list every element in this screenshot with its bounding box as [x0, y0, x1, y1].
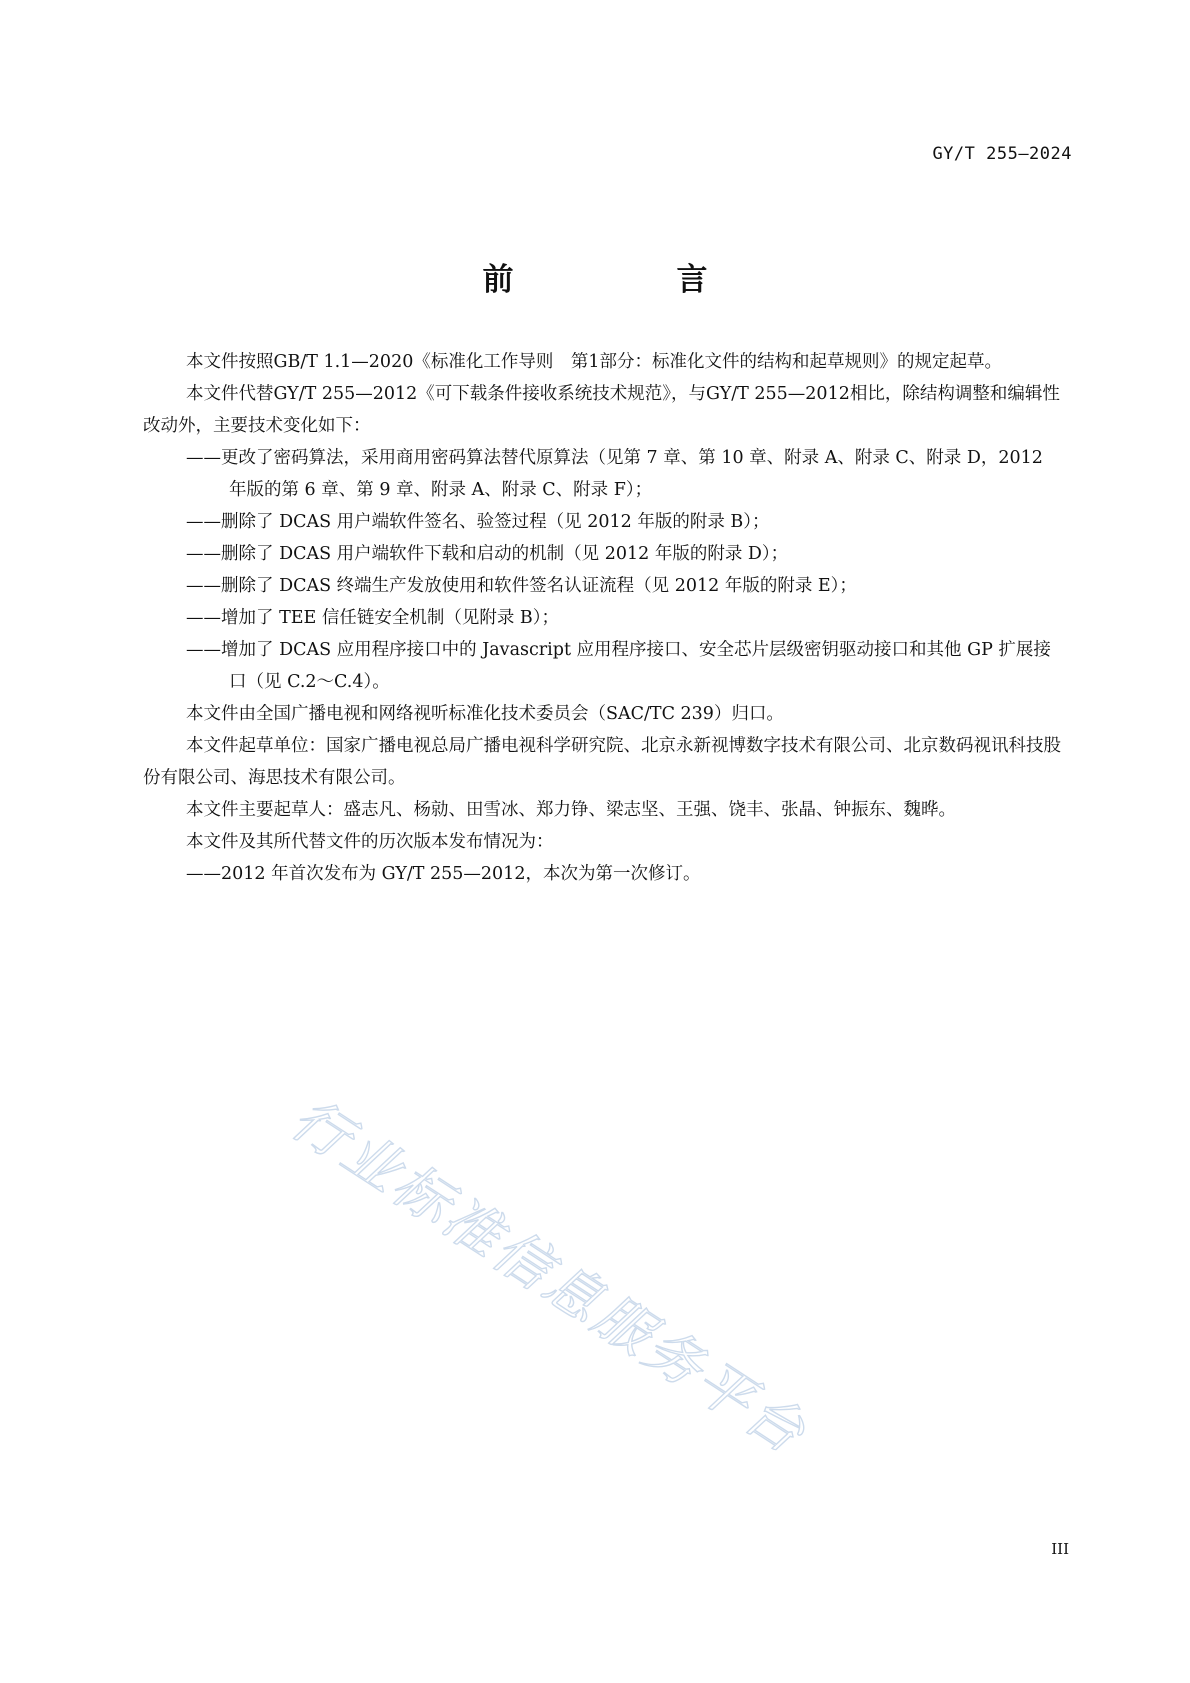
change-item: ——删除了 DCAS 终端生产发放使用和软件签名认证流程（见 2012 年版的附录 E）； — [186, 576, 857, 596]
change-item: ——更改了密码算法，采用商用密码算法替代原算法（见第 7 章、第 10 章、附录 A、附录 C、附录 D，2012 年版的第 6 章、第 9 章、附录 A、附录 C、附录 F）； — [186, 448, 1043, 500]
change-item: ——增加了 DCAS 应用程序接口中的 Javascript 应用程序接口、安全芯片层级密钥驱动接口和其他 GP 扩展接口（见 C.2～C.4）。 — [186, 640, 1051, 692]
paragraph-committee: 本文件由全国广播电视和网络视听标准化技术委员会（SAC/TC 239）归口。 — [186, 704, 784, 724]
history-item: ——2012 年首次发布为 GY/T 255—2012，本次为第一次修订。 — [186, 864, 701, 884]
foreword-body — [143, 346, 1065, 890]
paragraph-drafters: 本文件主要起草人：盛志凡、杨勍、田雪冰、郑力铮、梁志坚、王强、饶丰、张晶、钟振东、魏晔。 — [186, 800, 956, 820]
paragraph-drafting-rule: 本文件按照GB/T 1.1—2020《标准化工作导则 第1部分：标准化文件的结构和起草规则》的规定起草。 — [186, 352, 1002, 372]
page-title: 前 言 — [482, 262, 774, 298]
standard-code: GY/T 255—2024 — [932, 144, 1072, 164]
change-item: ——增加了 TEE 信任链安全机制（见附录 B）； — [186, 608, 560, 628]
watermark: 行业标准信息服务平台 — [279, 1086, 819, 1468]
paragraph-history: 本文件及其所代替文件的历次版本发布情况为： — [186, 832, 554, 852]
change-item: ——删除了 DCAS 用户端软件签名、验签过程（见 2012 年版的附录 B）； — [186, 512, 770, 532]
page-number: III — [1051, 1540, 1069, 1558]
paragraph-replacement: 本文件代替GY/T 255—2012《可下载条件接收系统技术规范》，与GY/T 255—2012相比，除结构调整和编辑性改动外，主要技术变化如下： — [143, 384, 1060, 436]
change-item: ——删除了 DCAS 用户端软件下载和启动的机制（见 2012 年版的附录 D）； — [186, 544, 789, 564]
paragraph-drafting-units: 本文件起草单位：国家广播电视总局广播电视科学研究院、北京永新视博数字技术有限公司、北京数码视讯科技股份有限公司、海思技术有限公司。 — [143, 736, 1061, 788]
